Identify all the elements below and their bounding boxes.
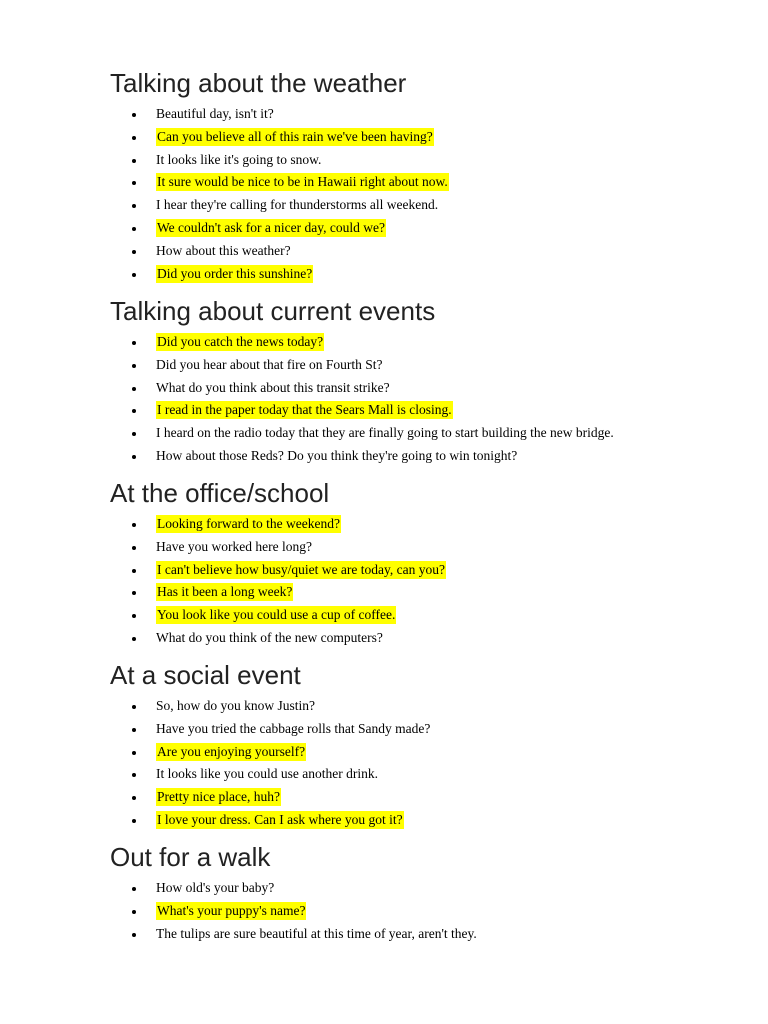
phrase: Beautiful day, isn't it? <box>156 106 274 121</box>
bullet-list <box>110 103 750 285</box>
list-item <box>110 103 750 126</box>
list-item <box>110 763 750 786</box>
highlighted-phrase: It sure would be nice to be in Hawaii right about now. <box>157 174 448 190</box>
list-item <box>110 240 750 263</box>
highlighted-phrase: Pretty nice place, huh? <box>157 789 280 805</box>
list-item <box>110 354 750 377</box>
section-weather <box>110 68 750 285</box>
bullet-dot-icon <box>132 227 136 231</box>
section-heading: Talking about the weather <box>110 68 407 98</box>
bullet-dot-icon <box>132 273 136 277</box>
highlighted-phrase: Looking forward to the weekend? <box>157 516 340 531</box>
highlighted-phrase: Are you enjoying yourself? <box>157 743 306 759</box>
bullet-dot-icon <box>132 204 136 208</box>
highlighted-phrase: You look like you could use a cup of coffee. <box>157 607 396 623</box>
bullet-dot-icon <box>132 591 136 595</box>
list-item <box>110 627 750 650</box>
list-item <box>110 718 750 741</box>
phrase: Have you tried the cabbage rolls that Sandy made? <box>156 720 431 736</box>
bullet-list <box>110 513 750 650</box>
bullet-dot-icon <box>132 887 136 891</box>
section-heading: At a social event <box>110 660 301 690</box>
bullet-dot-icon <box>132 387 136 391</box>
bullet-dot-icon <box>132 523 136 527</box>
section-heading: At the office/school <box>110 478 330 508</box>
phrase: What do you think about this transit strike? <box>156 379 390 395</box>
phrase: How about those Reds? Do you think they're going to win tonight? <box>156 447 518 463</box>
phrase: What do you think of the new computers? <box>156 629 383 645</box>
highlighted-phrase: What's your puppy's name? <box>157 902 306 918</box>
list-item <box>110 126 750 149</box>
list-item <box>110 513 750 536</box>
list-item <box>110 536 750 559</box>
list-item <box>110 786 750 809</box>
highlighted-phrase: I read in the paper today that the Sears Mall is closing. <box>157 402 452 418</box>
highlighted-phrase: I can't believe how busy/quiet we are today, can you? <box>157 561 445 577</box>
bullet-dot-icon <box>132 637 136 641</box>
list-item <box>110 581 750 604</box>
list-item <box>110 741 750 764</box>
list-item <box>110 877 750 900</box>
list-item <box>110 422 750 445</box>
phrase: How old's your baby? <box>156 880 275 895</box>
bullet-dot-icon <box>132 455 136 459</box>
section-current-events <box>110 296 750 468</box>
section-social-event <box>110 660 750 832</box>
list-item <box>110 149 750 172</box>
phrase: How about this weather? <box>156 242 291 258</box>
bullet-dot-icon <box>132 728 136 732</box>
bullet-list <box>110 331 750 468</box>
bullet-list <box>110 877 750 945</box>
list-item <box>110 900 750 923</box>
list-item <box>110 217 750 240</box>
highlighted-phrase: We couldn't ask for a nicer day, could we? <box>157 219 386 235</box>
list-item <box>110 194 750 217</box>
phrase: It looks like you could use another drink. <box>156 766 378 782</box>
bullet-dot-icon <box>132 796 136 800</box>
bullet-dot-icon <box>132 341 136 345</box>
list-item <box>110 809 750 832</box>
list-item <box>110 445 750 468</box>
bullet-dot-icon <box>132 569 136 573</box>
section-heading: Out for a walk <box>110 842 271 872</box>
list-item <box>110 695 750 718</box>
list-item <box>110 399 750 422</box>
highlighted-phrase: Can you believe all of this rain we've been having? <box>157 128 433 144</box>
bullet-dot-icon <box>132 705 136 709</box>
section-heading: Talking about current events <box>110 296 436 326</box>
list-item <box>110 263 750 286</box>
phrase: I heard on the radio today that they are finally going to start building the new bridge. <box>156 425 614 441</box>
highlighted-phrase: Did you catch the news today? <box>157 334 324 349</box>
bullet-dot-icon <box>132 113 136 117</box>
bullet-dot-icon <box>132 364 136 368</box>
bullet-dot-icon <box>132 432 136 436</box>
phrase: Have you worked here long? <box>156 538 312 554</box>
bullet-dot-icon <box>132 136 136 140</box>
phrase: It looks like it's going to snow. <box>156 151 322 167</box>
phrase: The tulips are sure beautiful at this time of year, aren't they. <box>156 925 477 941</box>
list-item <box>110 923 750 946</box>
highlighted-phrase: Has it been a long week? <box>157 584 293 600</box>
highlighted-phrase: I love your dress. Can I ask where you got it? <box>157 811 403 827</box>
phrase: So, how do you know Justin? <box>156 698 316 713</box>
bullet-dot-icon <box>132 614 136 618</box>
section-out-for-walk <box>110 842 750 945</box>
bullet-dot-icon <box>132 819 136 823</box>
bullet-dot-icon <box>132 910 136 914</box>
section-office-school <box>110 478 750 650</box>
highlighted-phrase: Did you order this sunshine? <box>157 265 313 281</box>
bullet-dot-icon <box>132 159 136 163</box>
list-item <box>110 331 750 354</box>
list-item <box>110 171 750 194</box>
bullet-dot-icon <box>132 409 136 413</box>
bullet-dot-icon <box>132 773 136 777</box>
phrase: I hear they're calling for thunderstorms all weekend. <box>156 197 439 213</box>
list-item <box>110 604 750 627</box>
bullet-dot-icon <box>132 250 136 254</box>
list-item <box>110 377 750 400</box>
bullet-dot-icon <box>132 546 136 550</box>
bullet-dot-icon <box>132 933 136 937</box>
list-item <box>110 559 750 582</box>
phrase: Did you hear about that fire on Fourth St? <box>156 356 383 372</box>
bullet-dot-icon <box>132 181 136 185</box>
bullet-dot-icon <box>132 751 136 755</box>
bullet-list <box>110 695 750 832</box>
